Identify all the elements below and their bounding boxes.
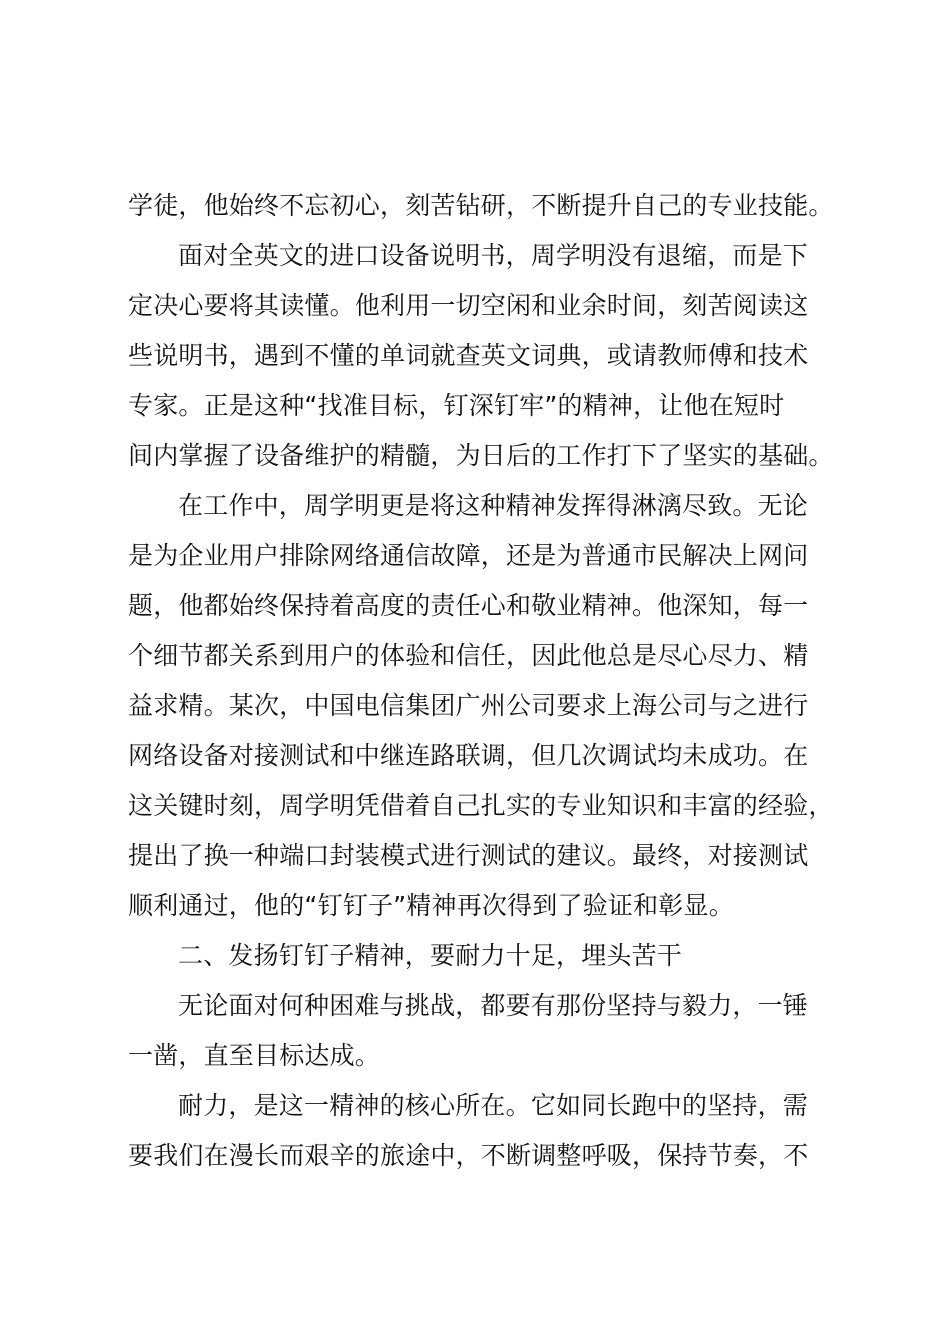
text-line: 个细节都关系到用户的体验和信任，因此他总是尽心尽力、精 bbox=[128, 641, 809, 670]
paragraph-start-line: 面对全英文的进口设备说明书，周学明没有退缩，而是下 bbox=[178, 241, 809, 270]
text-line: 顺利通过，他的“钉钉子”精神再次得到了验证和彰显。 bbox=[128, 891, 734, 920]
text-line: 这关键时刻，周学明凭借着自己扎实的专业知识和丰富的经验， bbox=[128, 791, 834, 820]
paragraph-start-line: 在工作中，周学明更是将这种精神发挥得淋漓尽致。无论 bbox=[178, 491, 809, 520]
text-line: 益求精。某次，中国电信集团广州公司要求上海公司与之进行 bbox=[128, 691, 809, 720]
text-line: 学徒，他始终不忘初心，刻苦钻研，不断提升自己的专业技能。 bbox=[128, 191, 834, 220]
paragraph-start-line: 耐力，是这一精神的核心所在。它如同长跑中的坚持，需 bbox=[178, 1091, 809, 1120]
text-line: 网络设备对接测试和中继连路联调，但几次调试均未成功。在 bbox=[128, 741, 809, 770]
text-line: 一凿，直至目标达成。 bbox=[128, 1041, 381, 1070]
text-line: 专家。正是这种“找准目标，钉深钉牢”的精神，让他在短时 bbox=[128, 391, 785, 420]
text-line: 提出了换一种端口封装模式进行测试的建议。最终，对接测试 bbox=[128, 841, 809, 870]
body-text bbox=[128, 181, 834, 1181]
text-line: 题，他都始终保持着高度的责任心和敬业精神。他深知，每一 bbox=[128, 591, 809, 620]
text-line: 些说明书，遇到不懂的单词就查英文词典，或请教师傅和技术 bbox=[128, 341, 809, 370]
paragraph-start-line: 无论面对何种困难与挑战，都要有那份坚持与毅力，一锤 bbox=[178, 991, 809, 1020]
text-line: 是为企业用户排除网络通信故障，还是为普通市民解决上网问 bbox=[128, 541, 809, 570]
text-line: 要我们在漫长而艰辛的旅途中，不断调整呼吸，保持节奏，不 bbox=[128, 1141, 809, 1170]
section-heading: 二、发扬钉钉子精神，要耐力十足，埋头苦干 bbox=[178, 941, 683, 970]
text-line: 定决心要将其读懂。他利用一切空闲和业余时间，刻苦阅读这 bbox=[128, 291, 809, 320]
text-line: 间内掌握了设备维护的精髓，为日后的工作打下了坚实的基础。 bbox=[128, 441, 834, 470]
